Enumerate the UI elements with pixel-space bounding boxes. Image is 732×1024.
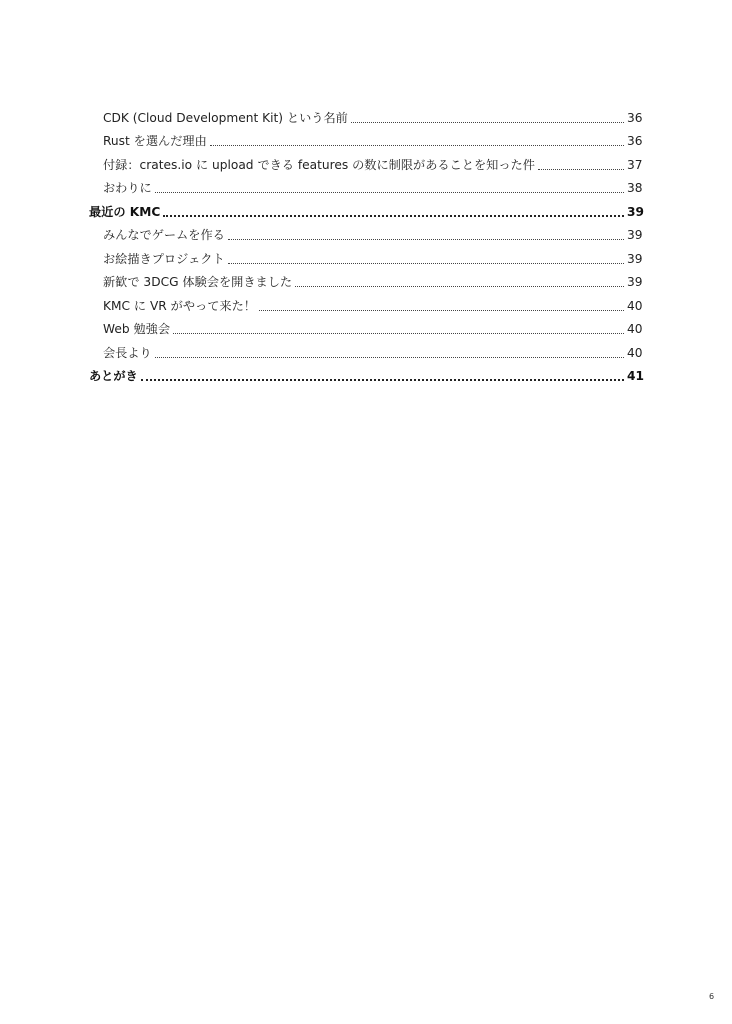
toc-entry-page: 36 <box>627 134 643 148</box>
toc-entry-title: CDK (Cloud Development Kit) という名前 <box>103 110 348 125</box>
toc-entry-page: 39 <box>627 251 643 266</box>
toc-entry[interactable] <box>0 173 732 197</box>
toc-entry-page: 38 <box>627 181 643 195</box>
toc-entry-page: 40 <box>627 345 643 360</box>
toc-entry-title: みんなでゲームを作る <box>103 228 225 242</box>
toc-dot-leader <box>155 357 624 358</box>
toc-dot-leader <box>210 145 624 146</box>
table-of-contents <box>0 102 732 384</box>
toc-entry[interactable] <box>0 102 732 126</box>
toc-entry-page: 37 <box>627 157 643 172</box>
toc-entry-title: おわりに <box>103 181 152 195</box>
toc-entry-page: 40 <box>627 298 643 313</box>
toc-entry-page: 39 <box>627 228 643 242</box>
toc-entry-title: Rust を選んだ理由 <box>103 134 207 148</box>
toc-entry-page: 40 <box>627 322 643 336</box>
toc-entry[interactable] <box>0 149 732 173</box>
toc-dot-leader <box>295 286 624 287</box>
toc-entry[interactable] <box>0 314 732 338</box>
toc-entry-title: 会長より <box>103 345 152 360</box>
toc-entry-page: 39 <box>627 204 644 219</box>
toc-entry[interactable] <box>0 267 732 291</box>
toc-entry[interactable] <box>0 126 732 150</box>
toc-entry[interactable] <box>0 220 732 244</box>
toc-section-heading[interactable] <box>0 361 732 385</box>
toc-entry-page: 36 <box>627 110 643 125</box>
page-number: 6 <box>709 992 715 1001</box>
toc-entry[interactable] <box>0 243 732 267</box>
toc-dot-leader <box>155 192 624 193</box>
toc-entry-title: Web 勉強会 <box>103 322 171 336</box>
toc-entry-title: お絵描きプロジェクト <box>103 251 225 266</box>
toc-dot-leader <box>173 333 624 334</box>
toc-entry-page: 41 <box>627 369 644 383</box>
toc-section-heading[interactable] <box>0 196 732 220</box>
toc-dot-leader <box>141 379 624 381</box>
toc-entry[interactable] <box>0 337 732 361</box>
toc-dot-leader <box>538 169 624 170</box>
toc-entry-page: 39 <box>627 275 643 289</box>
toc-dot-leader <box>259 310 624 311</box>
toc-entry-title: 最近の KMC <box>89 204 161 219</box>
toc-entry-title: KMC に VR がやって来た！ <box>103 298 256 313</box>
toc-entry-title: あとがき <box>89 369 138 383</box>
toc-entry-title: 付録：crates.io に upload できる features の数に制限があることを知った件 <box>103 157 535 172</box>
toc-dot-leader <box>351 122 624 123</box>
toc-dot-leader <box>228 263 624 264</box>
toc-entry-title: 新歓で 3DCG 体験会を開きました <box>103 275 293 289</box>
toc-dot-leader <box>163 215 624 217</box>
toc-dot-leader <box>228 239 624 240</box>
toc-entry[interactable] <box>0 290 732 314</box>
